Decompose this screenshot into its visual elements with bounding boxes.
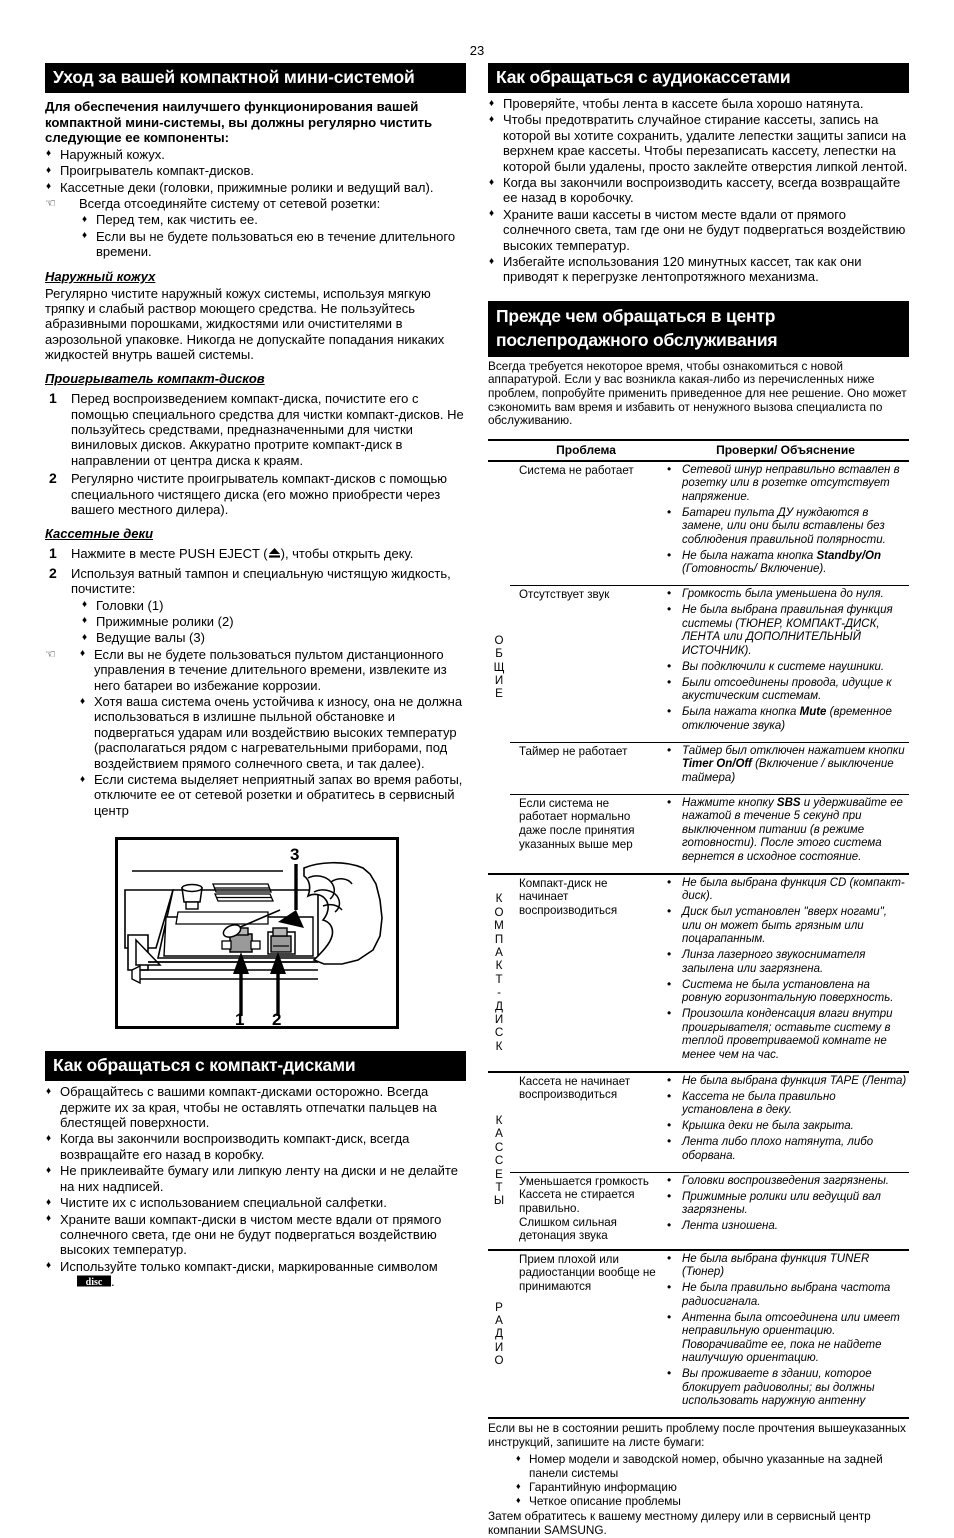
check-list bbox=[662, 464, 907, 577]
category-letter: О bbox=[494, 905, 504, 919]
care-note-unplug bbox=[45, 196, 466, 211]
category-letter: Е bbox=[495, 687, 503, 701]
subheading-exterior-case: Наружный кожух bbox=[45, 268, 156, 284]
category-letter: С bbox=[494, 1140, 504, 1154]
category-letter: К bbox=[495, 1113, 503, 1127]
list-item: ♦ Храните ваши кассеты в чистом месте вдали от прямого солнечного света, там где они не будут подвергаться воздействию высоких температур. bbox=[488, 207, 909, 253]
list-item: ♦ Чтобы предотвратить случайное стирание кассеты, запись на которой вы хотите сохранить, удалите лепестки защиты записи на верхнем крае кассеты. Чтобы перезаписать кассету, лепестки на которой были удалены, просто заклейте отверстия липкой лентой. bbox=[488, 112, 909, 174]
cassette-hand-note bbox=[45, 647, 466, 818]
emphasis-text: Standby/On bbox=[816, 549, 882, 562]
column-header-problem: Проблема bbox=[510, 440, 662, 461]
problem-cell: Компакт-диск не начинает воспроизводиться bbox=[510, 874, 662, 1072]
problem-cell: Таймер не работает bbox=[510, 742, 662, 794]
category-letter: С bbox=[494, 1026, 504, 1040]
check-item: • Кассета не была правильно установлена в деку. bbox=[662, 1091, 907, 1118]
check-item: • Сетевой шнур неправильно вставлен в розетку или в розетке отсутствует напряжение. bbox=[662, 464, 907, 505]
check-item: • Головки воспроизведения загрязнены. bbox=[662, 1175, 907, 1189]
step-text-pre: Нажмите в месте PUSH EJECT ( bbox=[71, 546, 268, 562]
cd-handling-list bbox=[45, 1084, 466, 1292]
troubleshooting-footer bbox=[488, 1417, 909, 1537]
step-text: Используя ватный тампон и специальную чистящую жидкость, почистите: bbox=[71, 565, 451, 597]
eject-icon bbox=[268, 547, 281, 562]
check-item: • Громкость была уменьшена до нуля. bbox=[662, 588, 907, 602]
cd-logo-word: disc bbox=[85, 1277, 103, 1289]
category-letter: Т bbox=[495, 972, 503, 986]
list-item: ♦ Храните ваши компакт-диски в чистом месте вдали от прямого солнечного света, где они не будут подвергаться воздействию высоких температур. bbox=[45, 1212, 466, 1258]
list-item: ♦ Если система выделяет неприятный запах во время работы, отключите ее от сетевой розетки и обратитесь в сервисный центр bbox=[79, 772, 466, 818]
problem-cell: Прием плохой или радиостанции вообще не принимаются bbox=[510, 1250, 662, 1418]
list-item: ♦ Прижимные ролики (2) bbox=[81, 614, 466, 629]
table-row bbox=[488, 742, 909, 794]
check-item: • Произошла конденсация влаги внутри проигрывателя; оставьте систему в теплой проветриваемой комнате не менее чем на час. bbox=[662, 1008, 907, 1062]
check-item: • Диск был установлен "вверх ногами", или он может быть грязным или поцарапанным. bbox=[662, 906, 907, 947]
list-item: ♦ Проверяйте, чтобы лента в кассете была хорошо натянута. bbox=[488, 96, 909, 111]
troubleshooting-table-body bbox=[488, 461, 909, 1417]
cassette-cleaning-diagram bbox=[115, 837, 399, 1029]
category-letter: А bbox=[495, 1127, 503, 1141]
column-header-check: Проверки/ Объяснение bbox=[662, 440, 909, 461]
table-row bbox=[488, 1172, 909, 1249]
check-item: • Не была выбрана правильная функция системы (ТЮНЕР, КОМПАКТ-ДИСК, ЛЕНТА или ДОПОЛНИТЕЛЬНЫЙ ИСТОЧНИК). bbox=[662, 604, 907, 658]
check-item: • Не была выбрана функция TUNER (Тюнер) bbox=[662, 1253, 907, 1280]
category-label-компакт-диск bbox=[488, 874, 510, 1072]
section-header-before-service bbox=[488, 301, 909, 357]
figure-label-2: 2 bbox=[272, 1010, 282, 1027]
problem-cell: Кассета не начинает воспроизводиться bbox=[510, 1072, 662, 1173]
check-list bbox=[662, 745, 907, 786]
emphasis-text: SBS bbox=[776, 796, 801, 809]
category-letter: О bbox=[494, 633, 504, 647]
problem-cell: Если система не работает нормально даже после принятия указанных выше мер bbox=[510, 794, 662, 874]
step-number: 2 bbox=[49, 470, 57, 487]
table-header-row bbox=[488, 440, 909, 461]
check-cell bbox=[662, 1072, 909, 1173]
section-header-cd-handling: Как обращаться с компакт-дисками bbox=[45, 1051, 466, 1081]
step-number: 1 bbox=[49, 390, 57, 407]
category-letter: Д bbox=[495, 1327, 503, 1341]
category-label-радио bbox=[488, 1250, 510, 1418]
check-item: • Вы проживаете в здании, которое блокирует радиоволны; вы должны использовать наружную антенну bbox=[662, 1368, 907, 1409]
step-text: Регулярно чистите проигрыватель компакт-дисков с помощью специального чистящего диска (его можно приобрести через вашего местного дилера). bbox=[71, 471, 448, 517]
category-label-кассеты bbox=[488, 1072, 510, 1250]
category-letter: - bbox=[497, 986, 501, 1000]
list-item: ♦ Ведущие валы (3) bbox=[81, 630, 466, 645]
check-cell bbox=[662, 794, 909, 874]
subheading-cd-player: Проигрыватель компакт-дисков bbox=[45, 371, 265, 387]
step-text: Перед воспроизведением компакт-диска, почистите его с помощью специального средства для чистки компакт-дисков. Не пользуйтесь средствами, предназначенными для чистки виниловых дисков. Аккуратно протрите компакт-диск в направлении от центра диска к краям. bbox=[71, 391, 464, 468]
list-item: ♦ Перед тем, как чистить ее. bbox=[81, 212, 466, 227]
check-cell bbox=[662, 586, 909, 743]
category-letter: Е bbox=[495, 1167, 503, 1181]
check-list bbox=[662, 877, 907, 1063]
check-list bbox=[662, 1075, 907, 1164]
list-item: ♦ Гарантийную информацию bbox=[516, 1480, 909, 1494]
list-item: ♦ Четкое описание проблемы bbox=[516, 1494, 909, 1508]
cd-symbol-text: Используйте только компакт-диски, маркированные символом bbox=[60, 1258, 438, 1274]
list-item: ♦ Не приклеивайте бумагу или липкую ленту на диски и не делайте на них надписей. bbox=[45, 1163, 466, 1194]
left-column bbox=[45, 63, 466, 1293]
care-note-sublist bbox=[81, 212, 466, 259]
diagram-svg bbox=[118, 840, 396, 1026]
category-letter: А bbox=[495, 1313, 503, 1327]
check-item: • Таймер был отключен нажатием кнопки Timer On/Off (Включение / выключение таймера) bbox=[662, 745, 907, 786]
category-letter: Б bbox=[495, 647, 503, 661]
pointing-hand-icon: ☜ bbox=[45, 646, 56, 661]
category-letter: К bbox=[495, 1039, 503, 1053]
category-letter: Д bbox=[495, 999, 503, 1013]
category-letter: Р bbox=[495, 1300, 503, 1314]
right-column bbox=[488, 63, 909, 1538]
pointing-hand-icon: ☜ bbox=[45, 196, 56, 210]
table-row bbox=[488, 1250, 909, 1418]
check-list bbox=[662, 1175, 907, 1234]
problem-cell: Система не работает bbox=[510, 461, 662, 586]
check-cell bbox=[662, 1172, 909, 1249]
cassette-deck-steps bbox=[45, 546, 466, 645]
care-note-text: Всегда отсоединяйте систему от сетевой розетки: bbox=[79, 196, 381, 211]
eject-glyph bbox=[268, 547, 281, 559]
footer-tail-text: Затем обратитесь к вашему местному дилеру или в сервисный центр компании SAMSUNG. bbox=[488, 1508, 871, 1537]
check-item: • Батареи пульта ДУ нуждаются в замене, или они были вставлены без соблюдения правильной полярности. bbox=[662, 507, 907, 548]
figure-label-3: 3 bbox=[290, 845, 300, 865]
cassette-hand-note-list bbox=[79, 647, 466, 818]
category-label-общие bbox=[488, 461, 510, 874]
check-item: • Лента либо плохо натянута, либо оборвана. bbox=[662, 1136, 907, 1163]
cassette-parts-list bbox=[81, 598, 466, 646]
check-list bbox=[662, 797, 907, 865]
list-item: ♦ Номер модели и заводской номер, обычно указанные на задней панели системы bbox=[516, 1452, 909, 1480]
step-number: 1 bbox=[49, 545, 57, 562]
check-item: • Вы подключили к системе наушники. bbox=[662, 661, 907, 675]
list-item: ♦ Чистите их с использованием специальной салфетки. bbox=[45, 1195, 466, 1210]
cd-player-steps bbox=[45, 391, 466, 517]
problem-cell: Уменьшается громкость Кассета не стирается правильно. Слишком сильная детонация звука bbox=[510, 1172, 662, 1249]
troubleshooting-intro: Всегда требуется некоторое время, чтобы ознакомиться с новой аппаратурой. Если у вас возникла какая-либо из перечисленных ниже проблем, попробуйте применить приведенное для нее решение. Оно может сэкономить вам время и избавить от ненужного вызова специалиста по обслуживанию. bbox=[488, 358, 907, 428]
check-item: • Была нажата кнопка Mute (временное отключение звука) bbox=[662, 706, 907, 733]
two-column-layout bbox=[45, 63, 909, 1538]
list-item: ♦ Проигрыватель компакт-дисков. bbox=[45, 163, 466, 178]
table-row bbox=[488, 461, 909, 586]
category-letter: С bbox=[494, 1154, 504, 1168]
step-item bbox=[45, 391, 466, 468]
check-item: • Крышка деки не была закрыта. bbox=[662, 1120, 907, 1134]
category-letter: А bbox=[495, 946, 503, 960]
category-letter: М bbox=[494, 919, 504, 933]
category-letter: Щ bbox=[493, 660, 505, 674]
check-list bbox=[662, 588, 907, 733]
step-number: 2 bbox=[49, 564, 57, 581]
step-item bbox=[45, 566, 466, 646]
list-item: ♦ Обращайтесь с вашими компакт-дисками осторожно. Всегда держите их за края, чтобы не оставлять отпечатки пальцев на блестящей поверхности. bbox=[45, 1084, 466, 1130]
subheading-cassette-decks: Кассетные деки bbox=[45, 526, 154, 542]
category-letter: К bbox=[495, 959, 503, 973]
care-intro-text: Для обеспечения наилучшего функционирования вашей компактной мини-системы, вы должны регулярно чистить следующие ее компоненты: bbox=[45, 99, 433, 146]
category-letter: Т bbox=[495, 1180, 503, 1194]
step-item bbox=[45, 471, 466, 517]
category-letter: О bbox=[494, 1354, 504, 1368]
emphasis-text: Timer On/Off bbox=[682, 758, 752, 771]
table-row bbox=[488, 1072, 909, 1173]
list-item: ♦ Хотя ваша система очень устойчива к износу, она не должна использоваться в излишне пыльной обстановке и подвергаться ударам или воздействию высоких температур (располагаться рядом с нагревательными приборами, под воздействием прямого солнечного света, и так далее). bbox=[79, 694, 466, 771]
check-item: • Не была выбрана функция CD (компакт-диск). bbox=[662, 877, 907, 904]
category-letter: Ы bbox=[493, 1194, 505, 1208]
list-item: ♦ Головки (1) bbox=[81, 598, 466, 613]
exterior-case-text: Регулярно чистите наружный кожух системы, используя мягкую тряпку и слабый раствор моющего средства. Не пользуйтесь абразивными порошками, жидкостями или очистителями в аэрозольной упаковке. Никогда не допускайте попадания никаких жидкостей внутрь вашей системы. bbox=[45, 285, 445, 362]
check-item: • Не была выбрана функция TAPE (Лента) bbox=[662, 1075, 907, 1089]
step-item bbox=[45, 546, 466, 562]
list-item: ♦ Если вы не будете пользоваться ею в течение длительного времени. bbox=[81, 229, 466, 260]
check-item: • Нажмите кнопку SBS и удерживайте ее нажатой в течение 5 секунд при выключенном питании (в режиме готовности). После этого система вернется в исходное состояние. bbox=[662, 797, 907, 865]
list-item-with-logo bbox=[45, 1259, 466, 1293]
category-letter: И bbox=[494, 1340, 504, 1354]
emphasis-text: Mute bbox=[799, 706, 827, 719]
category-letter: К bbox=[495, 892, 503, 906]
compact-disc-digital-audio-logo bbox=[77, 1274, 111, 1292]
check-item: • Были отсоединены провода, идущие к акустическим системам. bbox=[662, 677, 907, 704]
figure-label-1: 1 bbox=[235, 1010, 245, 1027]
list-item: ♦ Кассетные деки (головки, прижимные ролики и ведущий вал). bbox=[45, 180, 466, 195]
check-cell bbox=[662, 874, 909, 1072]
care-components-list bbox=[45, 147, 466, 195]
section-header-care: Уход за вашей компактной мини-системой bbox=[45, 63, 466, 93]
check-item: • Система не была установлена на ровную горизонтальную поверхность. bbox=[662, 979, 907, 1006]
category-letter: И bbox=[494, 674, 504, 688]
list-item: ♦ Избегайте использования 120 минутных кассет, так как они приводят к перегрузке лентопротяжного механизма. bbox=[488, 254, 909, 285]
section-header-cassette-handling: Как обращаться с аудиокассетами bbox=[488, 63, 909, 93]
footer-checklist bbox=[516, 1452, 909, 1508]
list-item: ♦ Когда вы закончили воспроизводить компакт-диск, всегда возвращайте его назад в коробку. bbox=[45, 1131, 466, 1162]
cassette-handling-list bbox=[488, 96, 909, 285]
page-number: 23 bbox=[469, 43, 485, 58]
list-item: ♦ Когда вы закончили воспроизводить кассету, всегда возвращайте ее назад в коробочку. bbox=[488, 175, 909, 206]
check-item: • Прижимные ролики или ведущий вал загрязнены. bbox=[662, 1191, 907, 1218]
service-title-line2: послепродажного обслуживания bbox=[496, 329, 778, 350]
list-item: ♦ Наружный кожух. bbox=[45, 147, 466, 162]
category-header-blank bbox=[488, 440, 510, 461]
trailing-period: . bbox=[111, 1274, 115, 1290]
table-row bbox=[488, 874, 909, 1072]
category-letter: П bbox=[494, 932, 504, 946]
cd-logo-glyph bbox=[77, 1274, 111, 1289]
troubleshooting-table bbox=[488, 439, 909, 1417]
problem-cell: Отсутствует звук bbox=[510, 586, 662, 743]
check-cell bbox=[662, 461, 909, 586]
check-item: • Антенна была отсоединена или имеет неправильную ориентацию. Поворачивайте ее, пока не найдете наилучшую ориентацию. bbox=[662, 1312, 907, 1366]
service-title-line1: Прежде чем обращаться в центр bbox=[496, 305, 776, 326]
footer-lead-text: Если вы не в состоянии решить проблему после прочтения вышеуказанных инструкций, запишите на листе бумаги: bbox=[488, 1421, 906, 1450]
check-item: • Не была правильно выбрана частота радиосигнала. bbox=[662, 1282, 907, 1309]
list-item: ♦ Если вы не будете пользоваться пультом дистанционного управления в течение длительного времени, извлеките из него батареи во избежание коррозии. bbox=[79, 647, 466, 693]
check-cell bbox=[662, 1250, 909, 1418]
check-cell bbox=[662, 742, 909, 794]
check-item: • Лента изношена. bbox=[662, 1220, 907, 1234]
check-list bbox=[662, 1253, 907, 1409]
step-text-post: ), чтобы открыть деку. bbox=[280, 546, 414, 562]
check-item: • Не была нажата кнопка Standby/On (Готовность/ Включение). bbox=[662, 550, 907, 577]
table-row bbox=[488, 586, 909, 743]
category-letter: И bbox=[494, 1013, 504, 1027]
table-row bbox=[488, 794, 909, 874]
check-item: • Линза лазерного звукоснимателя запылена или загрязнена. bbox=[662, 949, 907, 976]
